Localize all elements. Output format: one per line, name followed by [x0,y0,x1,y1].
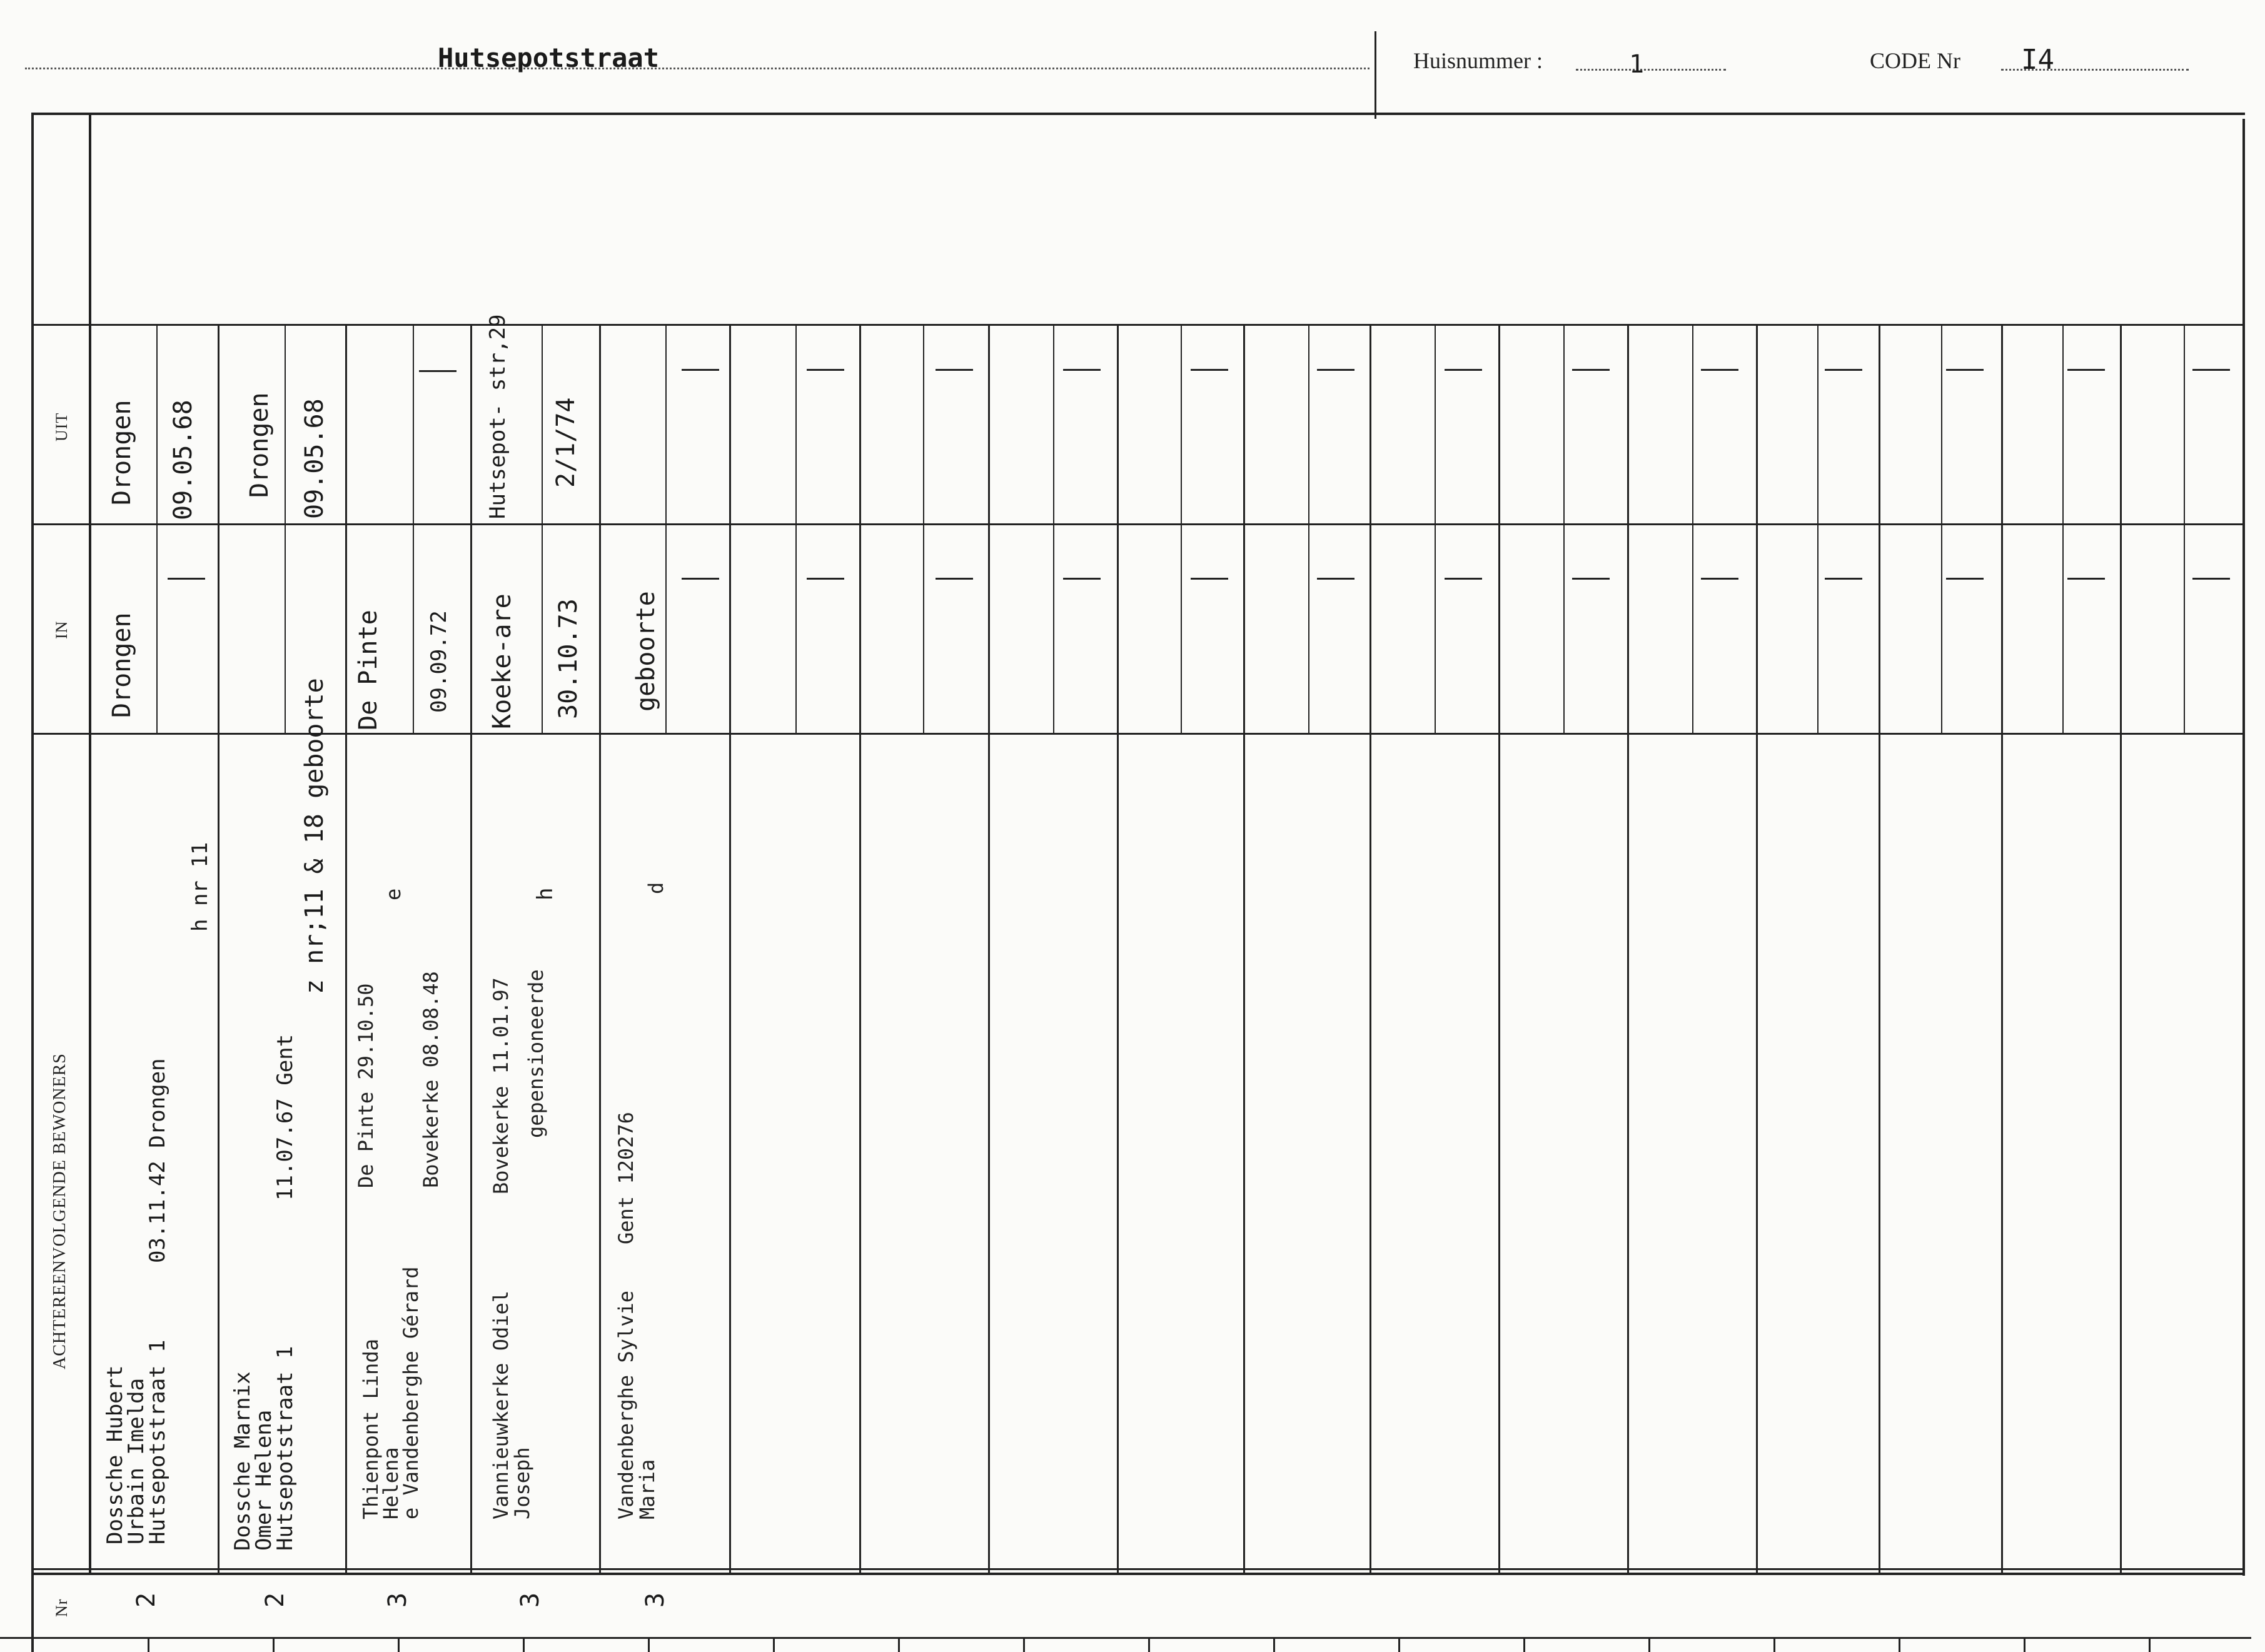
entry-3-birth: De Pinte 29.10.50 [354,983,378,1188]
entry-5-birth: Gent 120276 [614,1112,638,1244]
table-bottom-border [31,1573,2245,1575]
empty-entry-dash [1191,578,1228,580]
entry-subcolumn-line [2062,324,2064,733]
bottom-tick [1398,1638,1400,1652]
entry-column-line [2001,324,2003,1574]
empty-entry-dash [1946,369,1984,371]
bottom-tick [1273,1638,1275,1652]
empty-entry-dash [1572,369,1610,371]
entry-subcolumn-line [665,324,667,733]
empty-entry-dash [2067,369,2105,371]
entry-3-line-3: e Vandenberghe Gérard [399,1266,423,1519]
entry-column-line [1498,324,1500,1574]
entry-subcolumn-line [1941,324,1942,733]
entry-subcolumn-line [1308,324,1309,733]
empty-entry-dash [1946,578,1984,580]
street-dotted-line [25,68,1370,69]
entry-2-birth: 11.07.67 Gent [273,1034,298,1201]
entry-subcolumn-line [413,324,414,733]
street-name: Hutsepotstraat [438,43,660,73]
entry-3-note: e [381,888,405,900]
in-top-line [31,523,2245,525]
entry-subcolumn-line [1692,324,1693,733]
entry-4-uit-place: Hutsepot- str,29 [485,314,510,519]
entry-column-line [1370,324,1371,1574]
entry-5-nr: 3 [641,1592,670,1608]
uit-top-line [31,324,2245,326]
entry-3-line-1: Thienpont Linda [359,1339,383,1519]
empty-entry-dash [1317,369,1354,371]
entry-column-line [1117,324,1119,1574]
empty-entry-dash [1317,578,1354,580]
entry-3-nr: 3 [383,1592,413,1608]
table-top-border [31,113,2245,115]
entry-subcolumn-line [795,324,797,733]
entry-subcolumn-line [542,324,543,733]
entry-column-line [2120,324,2122,1574]
huisnummer-value: 1 [1629,50,1645,79]
entry-column-line [988,324,990,1574]
table-left-border [31,113,34,1652]
empty-entry-dash [1825,369,1862,371]
empty-entry-dash [682,578,719,580]
bottom-tick [148,1638,149,1652]
bottom-tick [1773,1638,1775,1652]
entry-3-in-place: De Pinte [354,610,383,730]
entry-4-nr: 3 [516,1592,545,1608]
uit-label: UIT [53,412,71,441]
entry-5-line-1: Vandenberghe Sylvie [614,1290,638,1519]
bottom-tick [398,1638,400,1652]
entry-subcolumn-line [1053,324,1054,733]
entry-column-line [1756,324,1758,1574]
entry-1-nr: 2 [132,1592,161,1608]
entry-4-birth: Bovekerke 11.01.97 [489,977,513,1194]
table-right-border [2242,119,2245,1576]
empty-entry-dash [1572,578,1610,580]
entry-subcolumn-line [923,324,924,733]
bottom-tick [1523,1638,1525,1652]
empty-entry-dash [2192,369,2230,371]
entry-subcolumn-line [2184,324,2185,733]
bottom-tick [2149,1638,2151,1652]
entry-2-line-2: Omer Helena [251,1409,276,1551]
entry-column-line [218,324,219,1574]
code-label: CODE Nr [1870,48,1960,73]
entry-column-line [470,324,472,1574]
header-divider [1375,31,1376,119]
entry-1-in-dash [168,578,205,580]
bottom-tick [273,1638,275,1652]
entry-4-line-1: Vannieuwkerke Odiel [489,1290,513,1519]
entry-subcolumn-line [1181,324,1182,733]
entry-subcolumn-line [1817,324,1819,733]
label-column-border [89,113,91,1575]
entry-4-in-place: Koeke-are [488,593,517,729]
empty-entry-dash [682,369,719,371]
bottom-tick [1023,1638,1025,1652]
bottom-tick [1648,1638,1650,1652]
huisnummer-label: Huisnummer : [1413,48,1543,73]
empty-entry-dash [1825,578,1862,580]
empty-entry-dash [1063,578,1101,580]
bottom-tick [898,1638,900,1652]
entry-column-line [729,324,731,1574]
entry-4-note: h [533,887,558,900]
bewoners-label: ACHTEREENVOLGENDE BEWONERS [50,1053,69,1369]
entry-1-uit-place: Drongen [108,400,136,505]
nr-label: Nr [53,1598,71,1617]
entry-4-in-date: 30.10.73 [554,598,583,719]
bottom-tick [2024,1638,2025,1652]
entry-column-line [1879,324,1880,1574]
entry-1-note: h nr 11 [188,842,213,932]
entry-subcolumn-line [285,324,286,733]
entry-column-line [599,324,601,1574]
entry-2-uit-place: Drongen [245,392,274,498]
empty-entry-dash [807,369,844,371]
entry-2-line-3: Hutsepotstraat 1 [273,1346,298,1551]
entry-2-note: z nr;11 & 18 geboorte [300,678,329,994]
bottom-edge-line [0,1637,2251,1639]
bottom-tick [648,1638,650,1652]
entry-column-line [345,324,347,1574]
in-label: IN [53,620,71,639]
entry-subcolumn-line [1563,324,1565,733]
bottom-tick [1899,1638,1900,1652]
entry-5-in-place: geboorte [632,591,660,712]
entry-2-nr: 2 [261,1592,290,1608]
empty-entry-dash [1701,369,1738,371]
entry-4-uit-date: 2/1/74 [552,397,580,488]
entry-1-line-3: Hutsepotstraat 1 [145,1339,170,1544]
empty-entry-dash [1445,578,1482,580]
entry-2-uit-date: 09.05.68 [300,398,329,519]
empty-entry-dash [1701,578,1738,580]
entry-3-uit-dash [419,370,457,372]
entry-subcolumn-line [156,324,158,733]
entry-3-in-date: 09.09.72 [426,610,451,713]
code-value: I4 [2021,44,2054,76]
entry-5-note: d [644,882,668,894]
entry-4-birth-2: gepensioneerde [524,969,548,1138]
entry-column-line [859,324,861,1574]
bottom-tick [773,1638,775,1652]
empty-entry-dash [1445,369,1482,371]
entry-1-uit-date: 09.05.68 [169,400,198,520]
empty-entry-dash [936,369,973,371]
entry-1-birth: 03.11.42 Drongen [145,1058,170,1263]
entry-subcolumn-line [1435,324,1436,733]
huisnummer-dotted-line [1576,69,1726,71]
bottom-tick [1148,1638,1150,1652]
entry-1-line-2: Urbain Imelda [124,1378,149,1544]
empty-entry-dash [807,578,844,580]
entry-5-line-2: Maria [635,1459,659,1519]
empty-entry-dash [2067,578,2105,580]
entry-1-in-place: Drongen [108,612,136,718]
empty-entry-dash [2192,578,2230,580]
entry-3-birth-2: Bovekerke 08.08.48 [419,971,443,1188]
empty-entry-dash [1063,369,1101,371]
entry-3-line-2: Helena [379,1447,403,1519]
entry-4-line-2: Joseph [510,1447,534,1519]
entry-1-line-1: Dossche Hubert [103,1365,128,1544]
entry-column-line [1243,324,1245,1574]
entry-2-line-1: Dossche Marnix [230,1371,255,1551]
entry-column-line [1627,324,1629,1574]
bewoners-top-line [31,733,2245,735]
nr-top-line [31,1568,2245,1570]
empty-entry-dash [1191,369,1228,371]
empty-entry-dash [936,578,973,580]
bottom-tick [523,1638,525,1652]
